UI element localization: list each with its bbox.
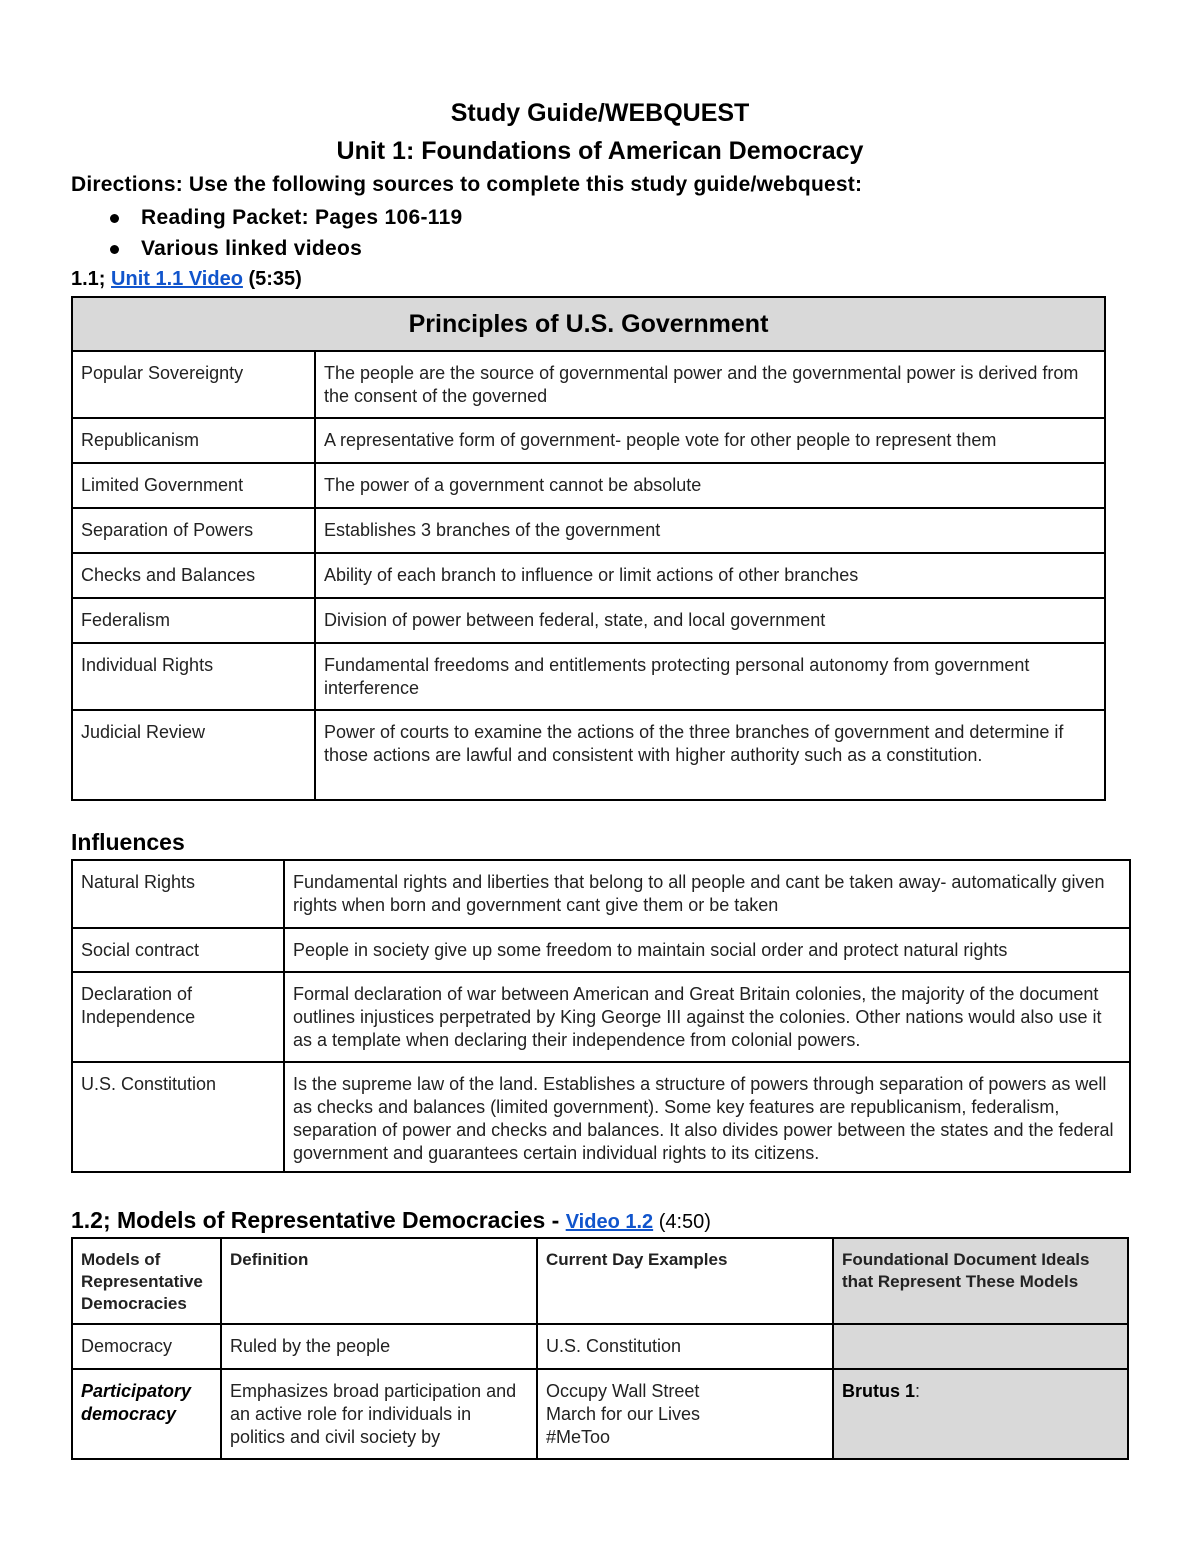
doc-title: Study Guide/WEBQUEST (450, 99, 750, 127)
list-item: Various linked videos (108, 233, 463, 264)
section-1-1-heading: 1.1; Unit 1.1 Video (5:35) (71, 268, 302, 290)
table-row: Separation of Powers Establishes 3 branches of the government (72, 508, 1105, 553)
table-row: Natural Rights Fundamental rights and liberties that belong to all people and cant be taken away- automatically given rights when born and government cant give them or be taken (72, 860, 1130, 928)
principles-table-title: Principles of U.S. Government (72, 297, 1105, 351)
video-1-2-link[interactable]: Video 1.2 (565, 1211, 654, 1233)
models-table (71, 1237, 1129, 1460)
table-row: Limited Government The power of a government cannot be absolute (72, 463, 1105, 508)
table-row: Republicanism A representative form of government- people vote for other people to represent them (72, 418, 1105, 463)
bullet-icon (110, 214, 119, 223)
influences-heading: Influences (71, 829, 185, 855)
table-row: Participatory democracy Emphasizes broad participation and an active role for individuals in politics and civil society by Occupy Wall Street March for our Lives #MeToo Brutus 1: (72, 1369, 1128, 1459)
ideals-answer-cell[interactable]: Brutus 1: (833, 1369, 1128, 1459)
table-row: Social contract People in society give up some freedom to maintain social order and protect natural rights (72, 928, 1130, 972)
unit-1-1-video-link[interactable]: Unit 1.1 Video (111, 268, 243, 290)
directions-text: Directions: Use the following sources to complete this study guide/webquest: (71, 173, 863, 196)
table-row: Checks and Balances Ability of each branch to influence or limit actions of other branches (72, 553, 1105, 598)
table-row: U.S. Constitution Is the supreme law of the land. Establishes a structure of powers through separation of powers as well as checks and balances (limited government). Some key features are republicanism, federalism, separation of power and checks and balances. It also divides power between the states and the federal government and guarantees certain individual rights to its citizens. (72, 1062, 1130, 1172)
ideals-answer-cell[interactable] (833, 1324, 1128, 1369)
table-row: Popular Sovereignty The people are the source of governmental power and the governmental power is derived from the consent of the governed (72, 351, 1105, 418)
bullet-icon (110, 245, 119, 254)
table-row: Declaration of Independence Formal declaration of war between American and Great Britain colonies, the majority of the document outlines injustices perpetrated by King George III against the colonies. Other nations would also use it as a template when declaring their independence from colonial powers. (72, 972, 1130, 1062)
list-item: Reading Packet: Pages 106-119 (108, 202, 463, 233)
table-row: Federalism Division of power between federal, state, and local government (72, 598, 1105, 643)
influences-table (71, 859, 1131, 1173)
table-row: Democracy Ruled by the people U.S. Constitution (72, 1324, 1128, 1369)
sources-list (108, 202, 463, 264)
table-row: Judicial Review Power of courts to examine the actions of the three branches of government and determine if those actions are lawful and consistent with higher authority such as a constitution. (72, 710, 1105, 800)
section-1-2-heading: 1.2; Models of Representative Democracies - Video 1.2 (4:50) (71, 1207, 711, 1233)
table-header-row: Models of Representative Democracies Definition Current Day Examples Foundational Document Ideals that Represent These Models (72, 1238, 1128, 1324)
unit-title: Unit 1: Foundations of American Democracy (336, 137, 864, 165)
table-row: Individual Rights Fundamental freedoms and entitlements protecting personal autonomy from government interference (72, 643, 1105, 710)
principles-table (71, 296, 1106, 801)
